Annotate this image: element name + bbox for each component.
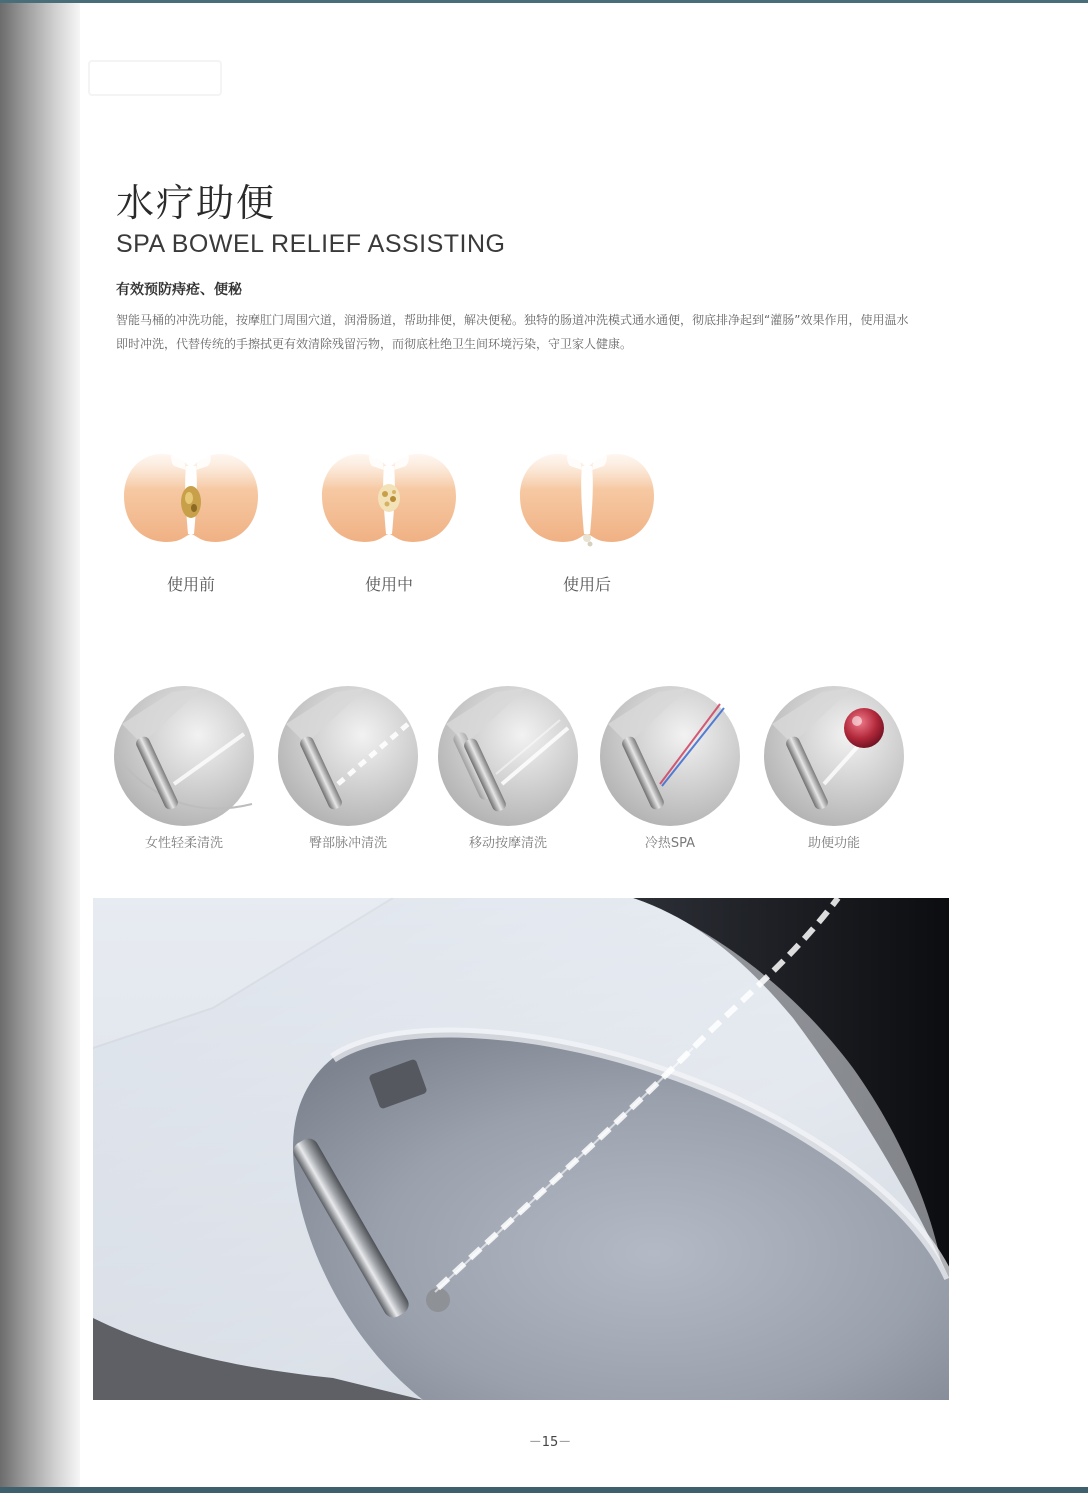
feature-gentle-wash xyxy=(112,684,256,860)
feature-label: 冷热SPA xyxy=(644,836,696,851)
wand-gentle-spray-icon xyxy=(112,684,256,828)
product-photo xyxy=(93,898,949,1400)
feature-label: 女性轻柔清洗 xyxy=(144,836,223,851)
stage-during xyxy=(314,406,484,606)
page-title-en: SPA BOWEL RELIEF ASSISTING xyxy=(116,230,506,258)
toilet-bowl-spray-image xyxy=(93,898,949,1400)
feature-hot-cold-spa xyxy=(598,684,742,860)
faint-logo-mark xyxy=(88,60,222,96)
wand-hot-cold-icon xyxy=(598,684,742,828)
stage-after xyxy=(512,406,682,606)
section-subtitle: 有效预防痔疮、便秘 xyxy=(116,282,242,298)
stage-label: 使用中 xyxy=(364,575,413,594)
page-number: －15－ xyxy=(528,1435,572,1450)
stool-cleared-icon xyxy=(512,406,662,556)
feature-label: 移动按摩清洗 xyxy=(468,836,547,851)
stool-softening-icon xyxy=(314,406,464,556)
feature-label: 臀部脉冲清洗 xyxy=(308,836,387,851)
stool-blocked-icon xyxy=(116,406,266,556)
wand-moving-spray-icon xyxy=(436,684,580,828)
bottom-edge-bar xyxy=(0,1487,1088,1493)
top-edge-bar xyxy=(0,0,1088,3)
book-spine-shadow xyxy=(0,0,80,1493)
page-title-cn: 水疗助便 xyxy=(116,181,277,225)
feature-pulse-wash xyxy=(276,684,420,860)
wand-assist-icon xyxy=(762,684,906,828)
stage-label: 使用后 xyxy=(562,575,611,594)
feature-moving-massage xyxy=(436,684,580,860)
wand-pulse-spray-icon xyxy=(276,684,420,828)
feature-label: 助便功能 xyxy=(807,836,860,851)
stage-label: 使用前 xyxy=(166,575,215,594)
body-paragraph: 智能马桶的冲洗功能，按摩肛门周围穴道，润滑肠道，帮助排便，解决便秘。独特的肠道冲洗模式通水通便，彻底排净起到“灌肠”效果作用，使用温水即时冲洗，代替传统的手擦拭更有效清除残留污物，而彻底杜绝卫生间环境污染，守卫家人健康。 xyxy=(116,313,909,351)
stage-before xyxy=(116,406,286,606)
feature-assist xyxy=(762,684,906,860)
